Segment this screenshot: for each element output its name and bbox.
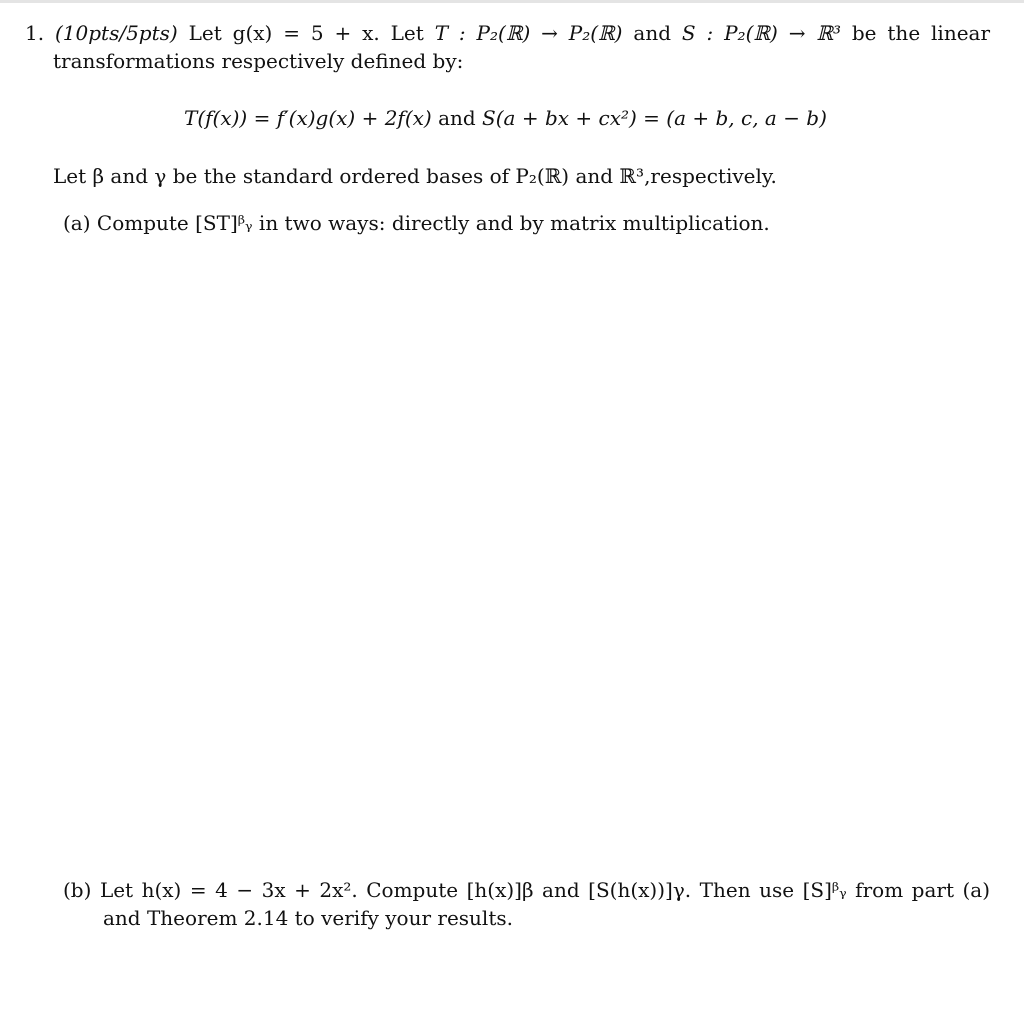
part-b-text-1: Let h(x) = 4 − 3x + 2x². Compute [h(x)]β and [S(h(x))]γ. Then use [S]ᵝᵧ from part (a) [99,878,991,902]
part-b-line-2: and Theorem 2.14 to verify your results. [103,906,513,930]
be-linear: be the linear [851,21,991,45]
problem-points: (10pts/5pts) [54,21,178,45]
bases-sentence: Let β and γ be the standard ordered bases of P₂(ℝ) and ℝ³,respectively. [53,164,777,188]
part-a-label: (a) [63,211,91,235]
top-border [0,0,1024,3]
map-T: T : P₂(ℝ) → P₂(ℝ) [434,21,623,45]
map-S: S : P₂(ℝ) → ℝ³ [681,21,841,45]
g-definition: Let g(x) = 5 + x. Let [188,21,424,45]
equation-T: T(f(x)) = f′(x)g(x) + 2f(x) [184,106,432,130]
part-a-text: Compute [ST]ᵝᵧ in two ways: directly and by matrix multiplication. [96,211,770,235]
part-b-label: (b) [63,878,92,902]
problem-number: 1. [25,21,45,45]
equation-S: S(a + bx + cx²) = (a + b, c, a − b) [482,106,827,130]
and-word: and [633,21,671,45]
part-b-line-1 [63,876,990,904]
problem-statement-line-2: transformations respectively defined by: [53,49,464,73]
problem-statement-line-1 [25,19,990,47]
definition-equation [184,104,827,132]
equation-and: and [438,106,476,130]
part-a [63,209,770,237]
